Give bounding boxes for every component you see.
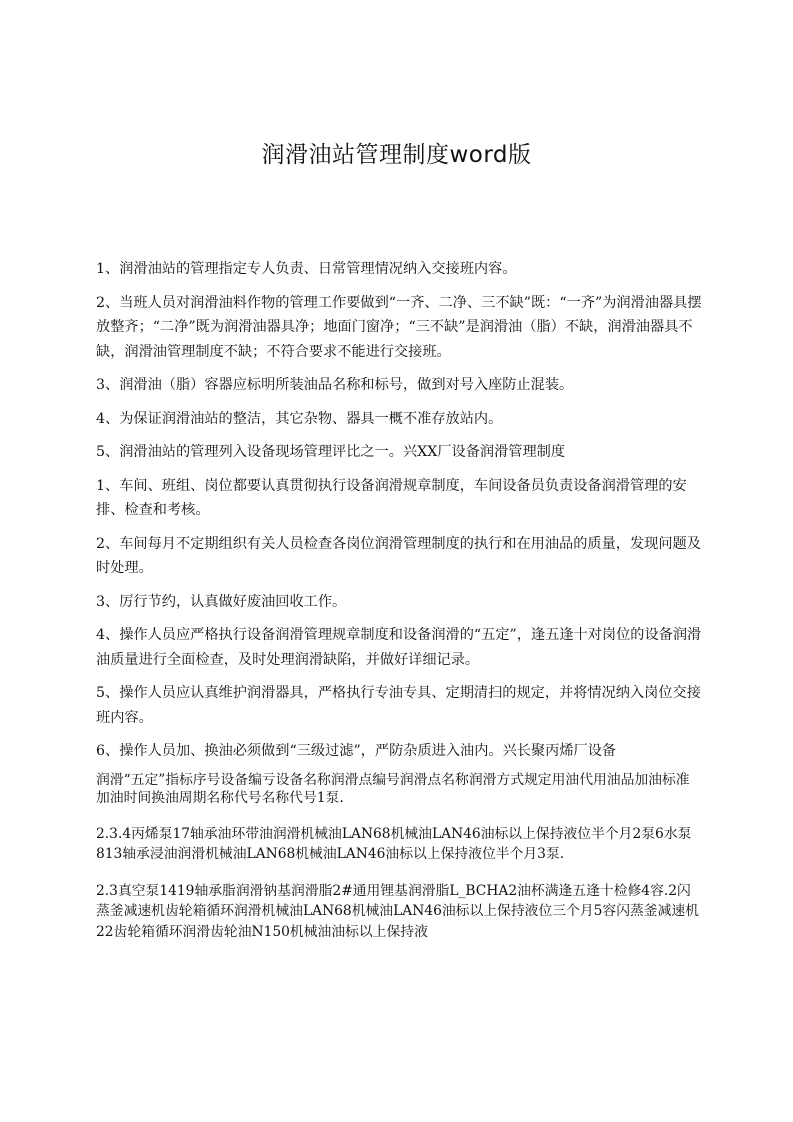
paragraph-11: 6、操作人员加、换油必须做到“三级过滤”，严防杂质进入油内。兴长聚丙烯厂设备 bbox=[96, 743, 617, 759]
paragraph-12: 润滑“五定”指标序号设备编亏设备名称润滑点编号润滑点名称润滑方式规定用油代用油品加油标准加油时间换油周期名称代号名称代号1泵. bbox=[96, 771, 690, 806]
document-title: 润滑油站管理制度word版 bbox=[261, 142, 532, 168]
paragraph-8: 3、厉行节约，认真做好废油回收工作。 bbox=[96, 593, 347, 610]
document-body bbox=[96, 257, 702, 942]
paragraph-2: 2、当班人员对润滑油料作物的管理工作要做到“一齐、二净、三不缺”既：“一齐”为润滑油器具摆放整齐；“二净”既为润滑油器具净；地面门窗净；“三不缺”是润滑油（脂）不缺，润滑油器具不缺，润滑油管理制度不缺；不符合要求不能进行交接班。 bbox=[96, 294, 702, 360]
paragraph-10: 5、操作人员应认真维护润滑器具，严格执行专油专具、定期清扫的规定，并将情况纳入岗位交接班内容。 bbox=[96, 685, 701, 726]
paragraph-5: 5、润滑油站的管理列入设备现场管理评比之一。兴XX厂设备润滑管理制度 bbox=[96, 444, 566, 460]
paragraph-13: 2.3.4丙烯泵17轴承油环带油润滑机械油LAN68机械油LAN46油标以上保持液位半个月2泵6水泵813轴承浸油润滑机械油LAN68机械油LAN46油标以上保持液位半个月3泵. bbox=[96, 825, 692, 862]
paragraph-6: 1、车间、班组、岗位都要认真贯彻执行设备润滑规章制度，车间设备员负责设备润滑管理的安排、检查和考核。 bbox=[96, 477, 687, 518]
paragraph-14: 2.3真空泵1419轴承脂润滑钠基润滑脂2#通用锂基润滑脂L_BCHA2油杯满逢五逢十检修4容.2闪蒸釜减速机齿轮箱循环润滑机械油LAN68机械油LAN46油标以上保持液位三个月5容闪蒸釜减速机22齿轮箱循环润滑齿轮油N150机械油油标以上保持液 bbox=[96, 882, 699, 940]
paragraph-4: 4、为保证润滑油站的整洁，其它杂物、器具一概不准存放站内。 bbox=[96, 410, 503, 427]
paragraph-1: 1、润滑油站的管理指定专人负责、日常管理情况纳入交接班内容。 bbox=[96, 261, 517, 277]
paragraph-9: 4、操作人员应严格执行设备润滑管理规章制度和设备润滑的“五定”，逢五逢十对岗位的设备润滑油质量进行全面检查，及时处理润滑缺陷，并做好详细记录。 bbox=[96, 627, 702, 668]
paragraph-7: 2、车间每月不定期组织有关人员检查各岗位润滑管理制度的执行和在用油品的质量，发现问题及时处理。 bbox=[96, 535, 701, 576]
paragraph-3: 3、润滑油（脂）容器应标明所装油品名称和标号，做到对号入座防止混装。 bbox=[96, 377, 574, 393]
